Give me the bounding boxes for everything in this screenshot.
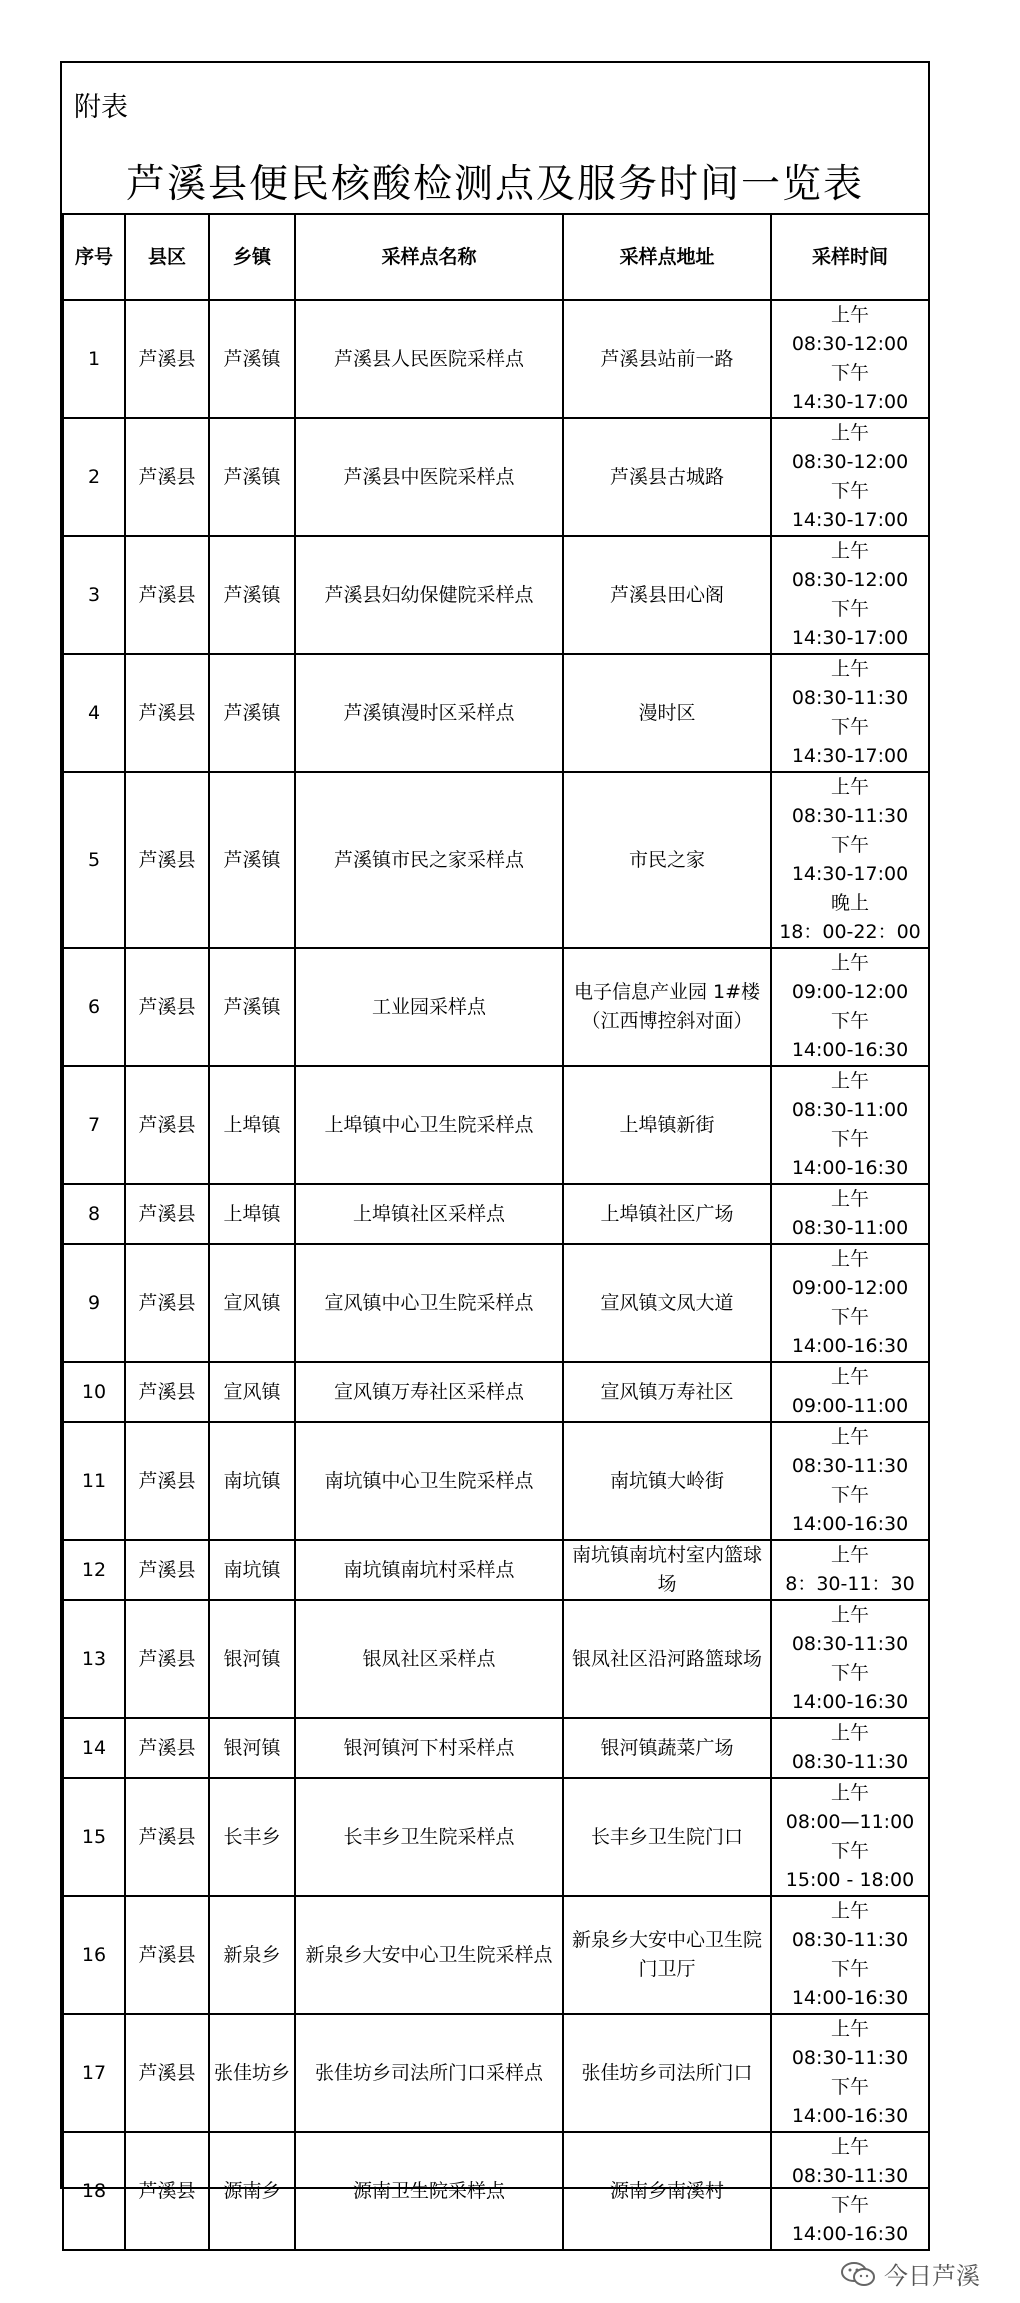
table-row xyxy=(63,1362,929,1422)
time-line: 上午 xyxy=(830,1544,869,1566)
site-name-cell: 长丰乡卫生院采样点 xyxy=(295,1778,563,1896)
county-cell: 芦溪县 xyxy=(125,1778,209,1896)
site-address-cell: 漫时区 xyxy=(563,654,771,772)
sampling-time-cell xyxy=(771,2132,929,2250)
time-line: 14:00-16:30 xyxy=(791,1513,909,1535)
header-no: 序号 xyxy=(63,214,125,300)
table-row xyxy=(63,1540,929,1600)
time-line: 上午 xyxy=(830,1722,869,1744)
county-cell: 芦溪县 xyxy=(125,1184,209,1244)
county-cell: 芦溪县 xyxy=(125,536,209,654)
town-cell: 银河镇 xyxy=(209,1600,295,1718)
town-cell: 芦溪镇 xyxy=(209,654,295,772)
time-line: 晚上 xyxy=(830,892,869,914)
county-cell: 芦溪县 xyxy=(125,300,209,418)
header-town: 乡镇 xyxy=(209,214,295,300)
site-name-cell: 南坑镇中心卫生院采样点 xyxy=(295,1422,563,1540)
time-line: 上午 xyxy=(830,1070,869,1092)
time-line: 14:00-16:30 xyxy=(791,1335,909,1357)
table-row xyxy=(63,418,929,536)
table-row xyxy=(63,1244,929,1362)
site-address-cell: 芦溪县田心阁 xyxy=(563,536,771,654)
sampling-time-cell xyxy=(771,1422,929,1540)
town-cell: 上埠镇 xyxy=(209,1066,295,1184)
table-row xyxy=(63,948,929,1066)
town-cell: 上埠镇 xyxy=(209,1184,295,1244)
sampling-time-cell xyxy=(771,1600,929,1718)
county-cell: 芦溪县 xyxy=(125,1600,209,1718)
town-cell: 芦溪镇 xyxy=(209,300,295,418)
testing-sites-table xyxy=(62,213,930,2251)
time-line: 14:30-17:00 xyxy=(791,391,909,413)
row-number: 17 xyxy=(63,2014,125,2132)
table-row xyxy=(63,1600,929,1718)
time-line: 上午 xyxy=(830,422,869,444)
site-name-cell: 芦溪县中医院采样点 xyxy=(295,418,563,536)
sampling-time-cell xyxy=(771,1244,929,1362)
time-line: 08:30-11:30 xyxy=(791,2047,909,2069)
county-cell: 芦溪县 xyxy=(125,772,209,948)
county-cell: 芦溪县 xyxy=(125,418,209,536)
county-cell: 芦溪县 xyxy=(125,1066,209,1184)
time-line: 下午 xyxy=(830,1128,869,1150)
time-line: 08:30-11:00 xyxy=(791,1217,909,1239)
time-line: 08:30-11:30 xyxy=(791,1751,909,1773)
table-row xyxy=(63,1066,929,1184)
sampling-time-cell xyxy=(771,300,929,418)
county-cell: 芦溪县 xyxy=(125,1718,209,1778)
county-cell: 芦溪县 xyxy=(125,1896,209,2014)
town-cell: 长丰乡 xyxy=(209,1778,295,1896)
time-line: 下午 xyxy=(830,362,869,384)
sampling-time-cell xyxy=(771,772,929,948)
row-number: 1 xyxy=(63,300,125,418)
time-line: 08:30-11:30 xyxy=(791,805,909,827)
table-row xyxy=(63,1422,929,1540)
time-line: 下午 xyxy=(830,1840,869,1862)
time-line: 08:30-11:30 xyxy=(791,687,909,709)
time-line: 上午 xyxy=(830,1782,869,1804)
row-number: 18 xyxy=(63,2132,125,2250)
table-header-row xyxy=(63,214,929,300)
time-line: 下午 xyxy=(830,2194,869,2216)
sampling-time-cell xyxy=(771,1184,929,1244)
time-line: 15:00 - 18:00 xyxy=(785,1869,915,1891)
time-line: 08:30-11:30 xyxy=(791,2165,909,2187)
time-line: 09:00-12:00 xyxy=(791,1277,909,1299)
site-name-cell: 张佳坊乡司法所门口采样点 xyxy=(295,2014,563,2132)
time-line: 08:30-12:00 xyxy=(791,333,909,355)
table-row xyxy=(63,1778,929,1896)
table-body xyxy=(63,300,929,2250)
town-cell: 宣风镇 xyxy=(209,1244,295,1362)
site-address-cell: 银河镇蔬菜广场 xyxy=(563,1718,771,1778)
time-line: 09:00-11:00 xyxy=(791,1395,909,1417)
header-county: 县区 xyxy=(125,214,209,300)
time-line: 08:30-11:30 xyxy=(791,1455,909,1477)
town-cell: 源南乡 xyxy=(209,2132,295,2250)
site-address-cell: 源南乡南溪村 xyxy=(563,2132,771,2250)
time-line: 下午 xyxy=(830,834,869,856)
time-line: 下午 xyxy=(830,1958,869,1980)
sampling-time-cell xyxy=(771,536,929,654)
sampling-time-cell xyxy=(771,2014,929,2132)
watermark-text: 今日芦溪 xyxy=(884,2262,980,2290)
table-row xyxy=(63,1896,929,2014)
site-address-cell: 电子信息产业园 1#楼 （江西博控斜对面） xyxy=(563,948,771,1066)
time-line: 14:00-16:30 xyxy=(791,1987,909,2009)
table-row xyxy=(63,536,929,654)
site-name-cell: 工业园采样点 xyxy=(295,948,563,1066)
site-name-cell: 芦溪县人民医院采样点 xyxy=(295,300,563,418)
sampling-time-cell xyxy=(771,1540,929,1600)
county-cell: 芦溪县 xyxy=(125,654,209,772)
document-sheet xyxy=(60,61,930,2245)
site-name-cell: 芦溪镇市民之家采样点 xyxy=(295,772,563,948)
time-line: 下午 xyxy=(830,480,869,502)
site-address-cell: 银凤社区沿河路篮球场 xyxy=(563,1600,771,1718)
sampling-time-cell xyxy=(771,1362,929,1422)
town-cell: 张佳坊乡 xyxy=(209,2014,295,2132)
site-address-cell: 新泉乡大安中心卫生院门卫厅 xyxy=(563,1896,771,2014)
time-line: 09:00-12:00 xyxy=(791,981,909,1003)
row-number: 2 xyxy=(63,418,125,536)
row-number: 8 xyxy=(63,1184,125,1244)
site-name-cell: 银凤社区采样点 xyxy=(295,1600,563,1718)
header-site-name: 采样点名称 xyxy=(295,214,563,300)
time-line: 14:30-17:00 xyxy=(791,745,909,767)
time-line: 14:00-16:30 xyxy=(791,1157,909,1179)
time-line: 上午 xyxy=(830,776,869,798)
table-row xyxy=(63,772,929,948)
row-number: 14 xyxy=(63,1718,125,1778)
header-sampling-time: 采样时间 xyxy=(771,214,929,300)
county-cell: 芦溪县 xyxy=(125,1422,209,1540)
time-line: 下午 xyxy=(830,2076,869,2098)
page-title: 芦溪县便民核酸检测点及服务时间一览表 xyxy=(125,162,864,207)
time-line: 8：30-11：30 xyxy=(785,1573,915,1595)
time-line: 08:00—11:00 xyxy=(785,1811,915,1833)
time-line: 上午 xyxy=(830,658,869,680)
time-line: 14:00-16:30 xyxy=(791,1691,909,1713)
time-line: 上午 xyxy=(830,1426,869,1448)
site-address-cell: 市民之家 xyxy=(563,772,771,948)
row-number: 6 xyxy=(63,948,125,1066)
appendix-label: 附表 xyxy=(74,92,128,123)
town-cell: 芦溪镇 xyxy=(209,536,295,654)
site-name-cell: 源南卫生院采样点 xyxy=(295,2132,563,2250)
town-cell: 芦溪镇 xyxy=(209,948,295,1066)
site-address-cell: 上埠镇社区广场 xyxy=(563,1184,771,1244)
time-line: 上午 xyxy=(830,540,869,562)
table-row xyxy=(63,300,929,418)
site-name-cell: 宣风镇万寿社区采样点 xyxy=(295,1362,563,1422)
time-line: 14:00-16:30 xyxy=(791,1039,909,1061)
sampling-time-cell xyxy=(771,1066,929,1184)
time-line: 08:30-11:30 xyxy=(791,1929,909,1951)
town-cell: 芦溪镇 xyxy=(209,418,295,536)
site-address-cell: 长丰乡卫生院门口 xyxy=(563,1778,771,1896)
row-number: 9 xyxy=(63,1244,125,1362)
time-line: 下午 xyxy=(830,598,869,620)
site-address-cell: 上埠镇新街 xyxy=(563,1066,771,1184)
row-number: 5 xyxy=(63,772,125,948)
time-line: 08:30-12:00 xyxy=(791,569,909,591)
sampling-time-cell xyxy=(771,1896,929,2014)
site-name-cell: 上埠镇中心卫生院采样点 xyxy=(295,1066,563,1184)
time-line: 上午 xyxy=(830,1604,869,1626)
time-line: 上午 xyxy=(830,1188,869,1210)
town-cell: 银河镇 xyxy=(209,1718,295,1778)
county-cell: 芦溪县 xyxy=(125,1362,209,1422)
site-name-cell: 芦溪镇漫时区采样点 xyxy=(295,654,563,772)
header-area xyxy=(62,63,928,213)
site-name-cell: 银河镇河下村采样点 xyxy=(295,1718,563,1778)
time-line: 08:30-12:00 xyxy=(791,451,909,473)
row-number: 4 xyxy=(63,654,125,772)
sampling-time-cell xyxy=(771,418,929,536)
site-address-cell: 南坑镇大岭街 xyxy=(563,1422,771,1540)
time-line: 上午 xyxy=(830,1900,869,1922)
watermark xyxy=(840,2256,980,2291)
county-cell: 芦溪县 xyxy=(125,948,209,1066)
time-line: 18：00-22：00 xyxy=(779,921,921,943)
time-line: 上午 xyxy=(830,2018,869,2040)
town-cell: 南坑镇 xyxy=(209,1422,295,1540)
table-row xyxy=(63,1718,929,1778)
county-cell: 芦溪县 xyxy=(125,2132,209,2250)
time-line: 下午 xyxy=(830,1484,869,1506)
row-number: 13 xyxy=(63,1600,125,1718)
time-line: 上午 xyxy=(830,1248,869,1270)
county-cell: 芦溪县 xyxy=(125,1540,209,1600)
sampling-time-cell xyxy=(771,1718,929,1778)
site-name-cell: 南坑镇南坑村采样点 xyxy=(295,1540,563,1600)
time-line: 08:30-11:30 xyxy=(791,1633,909,1655)
sampling-time-cell xyxy=(771,948,929,1066)
town-cell: 宣风镇 xyxy=(209,1362,295,1422)
town-cell: 新泉乡 xyxy=(209,1896,295,2014)
header-site-address: 采样点地址 xyxy=(563,214,771,300)
site-address-cell: 宣风镇万寿社区 xyxy=(563,1362,771,1422)
time-line: 上午 xyxy=(830,304,869,326)
county-cell: 芦溪县 xyxy=(125,2014,209,2132)
site-name-cell: 新泉乡大安中心卫生院采样点 xyxy=(295,1896,563,2014)
site-name-cell: 芦溪县妇幼保健院采样点 xyxy=(295,536,563,654)
time-line: 14:30-17:00 xyxy=(791,863,909,885)
site-name-cell: 上埠镇社区采样点 xyxy=(295,1184,563,1244)
time-line: 下午 xyxy=(830,1662,869,1684)
time-line: 下午 xyxy=(830,1010,869,1032)
row-number: 16 xyxy=(63,1896,125,2014)
time-line: 下午 xyxy=(830,1306,869,1328)
time-line: 14:30-17:00 xyxy=(791,627,909,649)
sampling-time-cell xyxy=(771,1778,929,1896)
table-row xyxy=(63,1184,929,1244)
time-line: 上午 xyxy=(830,2136,869,2158)
site-address-cell: 宣风镇文凤大道 xyxy=(563,1244,771,1362)
site-address-cell: 南坑镇南坑村室内篮球场 xyxy=(563,1540,771,1600)
site-address-cell: 张佳坊乡司法所门口 xyxy=(563,2014,771,2132)
row-number: 15 xyxy=(63,1778,125,1896)
wechat-icon xyxy=(840,2261,876,2287)
row-number: 10 xyxy=(63,1362,125,1422)
row-number: 7 xyxy=(63,1066,125,1184)
time-line: 上午 xyxy=(830,952,869,974)
row-number: 12 xyxy=(63,1540,125,1600)
time-line: 14:30-17:00 xyxy=(791,509,909,531)
county-cell: 芦溪县 xyxy=(125,1244,209,1362)
site-address-cell: 芦溪县古城路 xyxy=(563,418,771,536)
row-number: 11 xyxy=(63,1422,125,1540)
row-number: 3 xyxy=(63,536,125,654)
site-name-cell: 宣风镇中心卫生院采样点 xyxy=(295,1244,563,1362)
time-line: 14:00-16:30 xyxy=(791,2223,909,2245)
time-line: 14:00-16:30 xyxy=(791,2105,909,2127)
table-row xyxy=(63,2014,929,2132)
town-cell: 南坑镇 xyxy=(209,1540,295,1600)
site-address-cell: 芦溪县站前一路 xyxy=(563,300,771,418)
town-cell: 芦溪镇 xyxy=(209,772,295,948)
time-line: 上午 xyxy=(830,1366,869,1388)
time-line: 下午 xyxy=(830,716,869,738)
table-row xyxy=(63,2132,929,2250)
sampling-time-cell xyxy=(771,654,929,772)
table-row xyxy=(63,654,929,772)
time-line: 08:30-11:00 xyxy=(791,1099,909,1121)
